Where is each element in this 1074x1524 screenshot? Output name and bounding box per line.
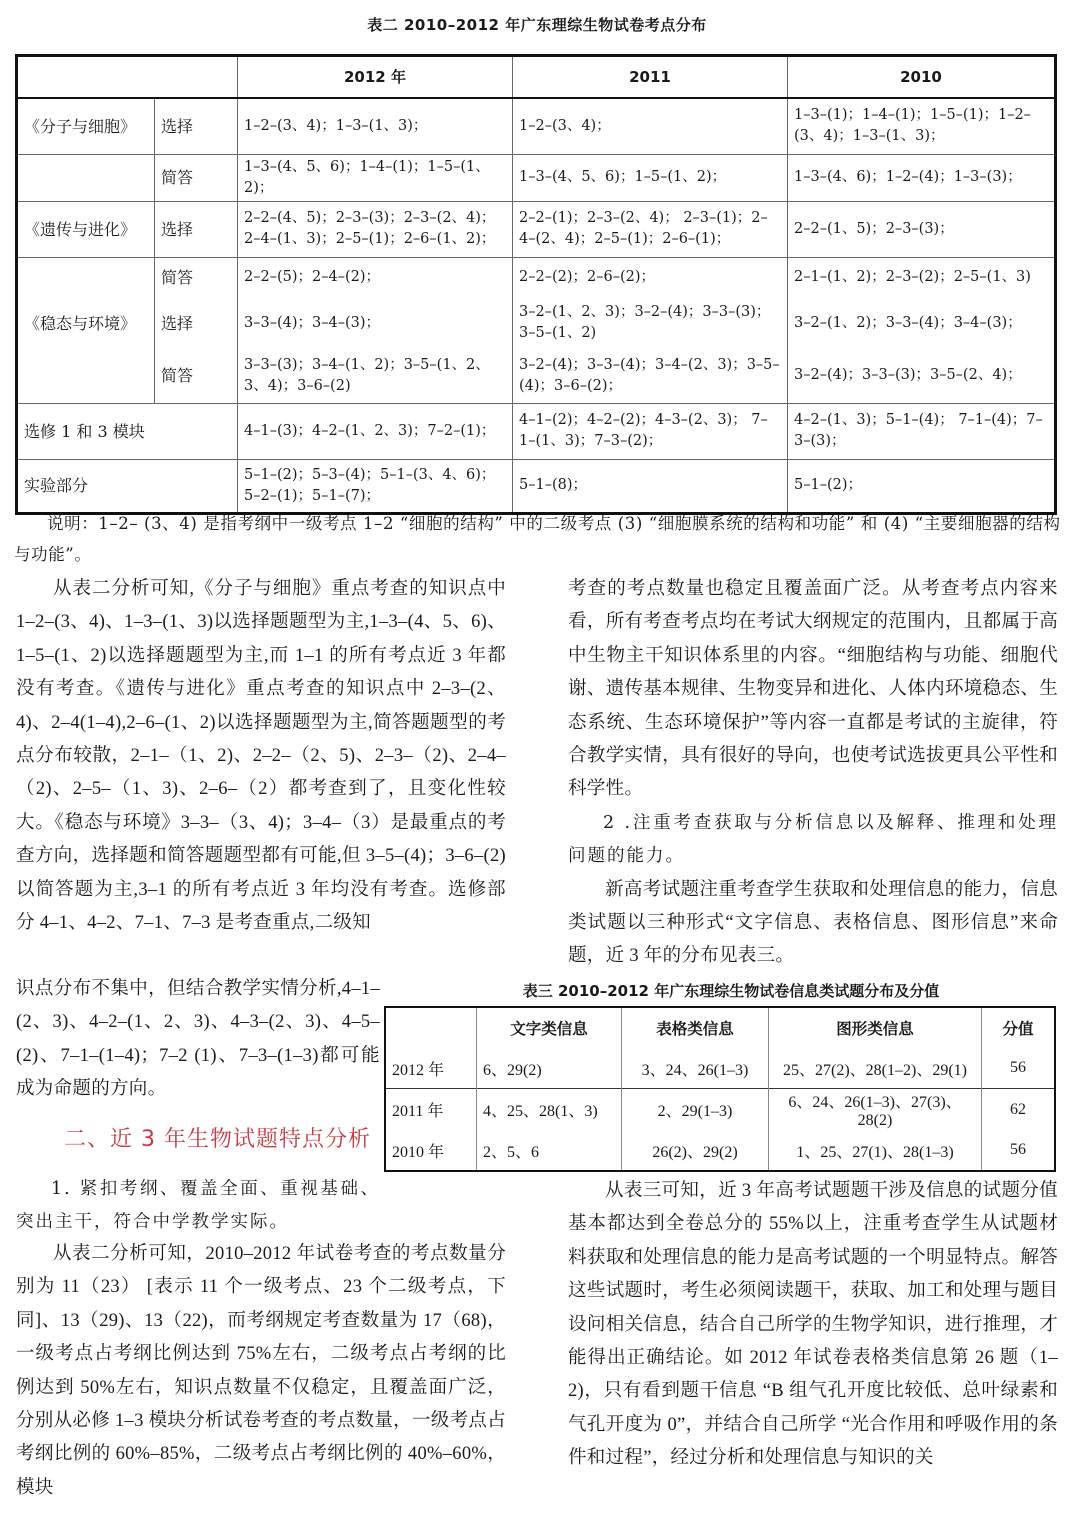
cell-2010: 2–2–(1、5)；2–3–(3)； (788, 201, 1056, 257)
row-category: 选修 1 和 3 模块 (17, 403, 238, 459)
cell-figure-info: 6、24、26(1–3)、27(3)、28(2) (769, 1089, 982, 1131)
table3-header-figure: 图形类信息 (769, 1007, 982, 1048)
cell-2012: 4–1–(3)；4–2–(1、2、3)；7–2–(1)； (238, 403, 513, 459)
row-category (17, 349, 155, 403)
table2-header-blank (17, 56, 238, 99)
table2-header-2012: 2012 年 (238, 56, 513, 99)
table-row (17, 257, 1056, 297)
table3-header-score: 分值 (982, 1007, 1056, 1048)
table2-header-2010: 2010 (788, 56, 1056, 99)
cell-2011: 1–3–(4、5、6)；1–5–(1、2)； (513, 154, 788, 201)
cell-2012: 1–2–(3、4)；1–3–(1、3)； (238, 98, 513, 154)
cell-2010: 3–2–(4)；3–3–(3)；3–5–(2、4)； (788, 349, 1056, 403)
subheading-1: 1. 紧扣考纲、覆盖全面、重视基础、突出主干，符合中学教学实际。 (16, 1179, 380, 1233)
cell-figure-info: 1、25、27(1)、28(1–3) (769, 1130, 982, 1171)
right-column-text-bottom (568, 1175, 1058, 1476)
table3-title: 表三 2010–2012 年广东理综生物试卷信息类试题分布及分值 (522, 982, 940, 1000)
table2 (15, 54, 1057, 515)
table3-header-text: 文字类信息 (477, 1007, 622, 1048)
cell-2012: 2–2–(4、5)；2–3–(3)；2–3–(2、4)；2–4–(1、3)；2–5–(1)；2–6–(1、2)； (238, 201, 513, 257)
row-category (17, 154, 155, 201)
cell-figure-info: 25、27(2)、28(1–2)、29(1) (769, 1048, 982, 1089)
left-paragraph-1-continued: 识点分布不集中，但结合教学实情分析,4–1–(2、3)、4–2–(1、2、3)、4–3–(2、3)、4–5–(2)、7–1–(1–4)；7–2 (1)、7–3–(1–3)都可能成为命题的方向。 (16, 979, 380, 1100)
row-type: 简答 (155, 349, 238, 403)
table-row (17, 403, 1056, 459)
left-column-text-narrow (16, 973, 380, 1107)
cell-table-info: 2、29(1–3) (622, 1089, 769, 1131)
table2-title: 表二 2010–2012 年广东理综生物试卷考点分布 (367, 16, 707, 34)
table2-header-2011: 2011 (513, 56, 788, 99)
cell-2010: 1–3–(1)；1–4–(1)；1–5–(1)；1–2–(3、4)；1–3–(1、3)； (788, 98, 1056, 154)
table2-note: 说明：1–2– (3、4) 是指考纲中一级考点 1–2 “细胞的结构” 中的二级考点 (3) “细胞膜系统的结构和功能” 和 (4) “主要细胞器的结构与功能”。 (14, 514, 1061, 564)
table-row (17, 201, 1056, 257)
cell-2010: 2–1–(1、2)；2–3–(2)；2–5–(1、3) (788, 257, 1056, 297)
table-row (17, 154, 1056, 201)
row-category: 《稳态与环境》 (17, 297, 155, 349)
cell-score: 62 (982, 1089, 1056, 1131)
cell-2011: 5–1–(8)； (513, 459, 788, 513)
row-category: 《遗传与进化》 (17, 201, 155, 257)
right-paragraph-3: 从表三可知，近 3 年高考试题题干涉及信息的试题分值基本都达到全卷总分的 55%以上，注重考查学生从试题材料获取和处理信息的能力是高考试题的一个明显特点。解答这些试题时，考生必须阅读题干，获取、加工和处理与题目设问相关信息，结合自己所学的生物学知识，进行推理，才能得出正确结论。如 2012 年试卷表格类信息第 26 题（1–2)，只有看到题干信息 “B 组气孔开度比较低、总叶绿素和气孔开度为 0”，并结合自己所学 “光合作用和呼吸作用的条件和过程”，经过分析和处理信息与知识的关 (568, 1181, 1058, 1469)
cell-2011: 2–2–(2)；2–6–(2)； (513, 257, 788, 297)
table-row (17, 98, 1056, 154)
table-row (17, 349, 1056, 403)
cell-2010: 1–3–(4、6)；1–2–(4)；1–3–(3)； (788, 154, 1056, 201)
subheading-1-block (16, 1173, 380, 1240)
table3 (384, 1006, 1056, 1172)
cell-score: 56 (982, 1130, 1056, 1171)
table2-header-row (17, 56, 1056, 99)
table3-header-table: 表格类信息 (622, 1007, 769, 1048)
cell-text-info: 2、5、6 (477, 1130, 622, 1171)
row-category: 实验部分 (17, 459, 238, 513)
table3-header-row (385, 1007, 1055, 1048)
cell-2010: 5–1–(2)； (788, 459, 1056, 513)
row-type: 简答 (155, 154, 238, 201)
row-type: 简答 (155, 257, 238, 297)
section-heading: 二、近 3 年生物试题特点分析 (64, 1127, 371, 1152)
right-paragraph-2: 新高考试题注重考查学生获取和处理信息的能力，信息类试题以三种形式“文字信息、表格信息、图形信息”来命题，近 3 年的分布见表三。 (568, 879, 1058, 967)
cell-2011: 4–1–(2)；4–2–(2)；4–3–(2、3)； 7–1–(1、3)；7–3–(2)； (513, 403, 788, 459)
cell-text-info: 4、25、28(1、3) (477, 1089, 622, 1131)
cell-2012: 1–3–(4、5、6)；1–4–(1)；1–5–(1、2)； (238, 154, 513, 201)
table-row (17, 459, 1056, 513)
table-row (385, 1089, 1055, 1131)
left-column-text-bottom (16, 1238, 506, 1505)
cell-2010: 3–2–(1、2)；3–3–(4)；3–4–(3)； (788, 297, 1056, 349)
cell-text-info: 6、29(2) (477, 1048, 622, 1089)
cell-table-info: 26(2)、29(2) (622, 1130, 769, 1171)
row-year: 2010 年 (392, 1143, 445, 1161)
cell-2011: 3–2–(4)；3–3–(4)；3–4–(2、3)；3–5–(4)；3–6–(2)； (513, 349, 788, 403)
cell-2011: 2–2–(1)；2–3–(2、4)； 2–3–(1)；2–4–(2、4)；2–5–(1)；2–6–(1)； (513, 201, 788, 257)
right-paragraph-1: 考查的考点数量也稳定且覆盖面广泛。从考查考点内容来看，所有考查考点均在考试大纲规定的范围内，且都属于高中生物主干知识体系里的内容。“细胞结构与功能、细胞代谢、遗传基本规律、生物变异和进化、人体内环境稳态、生态系统、生态环境保护”等内容一直都是考试的主旋律，符合教学实情，具有很好的导向，也使考试选拔更具公平性和科学性。 (568, 579, 1058, 800)
row-year: 2012 年 (392, 1061, 445, 1079)
left-paragraph-1: 从表二分析可知,《分子与细胞》重点考查的知识点中 1–2–(3、4)、1–3–(1、3)以选择题题型为主,1–3–(4、5、6)、1–5–(1、2)以选择题题型为主,而 1–1 的所有考点近 3 年都没有考查。《遗传与进化》重点考查的知识点中 2–3–(2、4)、2–4(1–4),2–6–(1、2)以选择题题型为主,简答题题型的考点分布较散，2–1–（1、2)、2–2–（2、5)、2–3–（2)、2–4–（2)、2–5–（1、3)、2–6–（2）都考查到了，且变化性较大。《稳态与环境》3–3–（3、4)；3–4–（3）是最重点的考查方向，选择题和简答题题型都有可能,但 3–5–(4)；3–6–(2)以简答题为主,3–1 的所有考点近 3 年均没有考查。选修部分 4–1、4–2、7–1、7–3 是考查重点,二级知 (16, 579, 506, 934)
cell-2012: 2–2–(5)；2–4–(2)； (238, 257, 513, 297)
table3-header-blank (385, 1007, 477, 1048)
table-row (17, 297, 1056, 349)
table-row (385, 1130, 1055, 1171)
row-type: 选择 (155, 297, 238, 349)
cell-2010: 4–2–(1、3)；5–1–(4)； 7–1–(4)；7–3–(3)； (788, 403, 1056, 459)
row-year: 2011 年 (385, 1089, 477, 1131)
table-row (385, 1048, 1055, 1089)
row-category (17, 257, 155, 297)
right-column-text (568, 573, 1058, 974)
left-column-text (16, 573, 506, 940)
row-type: 选择 (155, 201, 238, 257)
cell-2011: 1–2–(3、4)； (513, 98, 788, 154)
cell-2012: 3–3–(3)；3–4–(1、2)；3–5–(1、2、3、4)；3–6–(2) (238, 349, 513, 403)
row-category: 《分子与细胞》 (17, 98, 155, 154)
cell-2012: 5–1–(2)；5–3–(4)；5–1–(3、4、6)；5–2–(1)；5–1–(7)； (238, 459, 513, 513)
subheading-2: 2 .注重考查获取与分析信息以及解释、推理和处理问题的能力。 (568, 812, 1058, 867)
left-paragraph-2: 从表二分析可知，2010–2012 年试卷考查的考点数量分别为 11（23） [表示 11 个一级考点、23 个二级考点，下同]、13（29)、13（22)，而考纲规定考查数量为 17（68)，一级考点占考纲比例达到 75%左右，二级考点占考纲的比例达到 50%左右，知识点数量不仅稳定，且覆盖面广泛，分别从必修 1–3 模块分析试卷考查的考点数量，一级考点占考纲比例的 60%–85%，二级考点占考纲比例的 40%–60%，模块 (16, 1244, 506, 1498)
cell-score: 56 (982, 1048, 1056, 1089)
cell-table-info: 3、24、26(1–3) (622, 1048, 769, 1089)
row-type: 选择 (155, 98, 238, 154)
cell-2012: 3–3–(4)；3–4–(3)； (238, 297, 513, 349)
cell-2011: 3–2–(1、2、3)；3–2–(4)；3–3–(3)；3–5–(1、2) (513, 297, 788, 349)
